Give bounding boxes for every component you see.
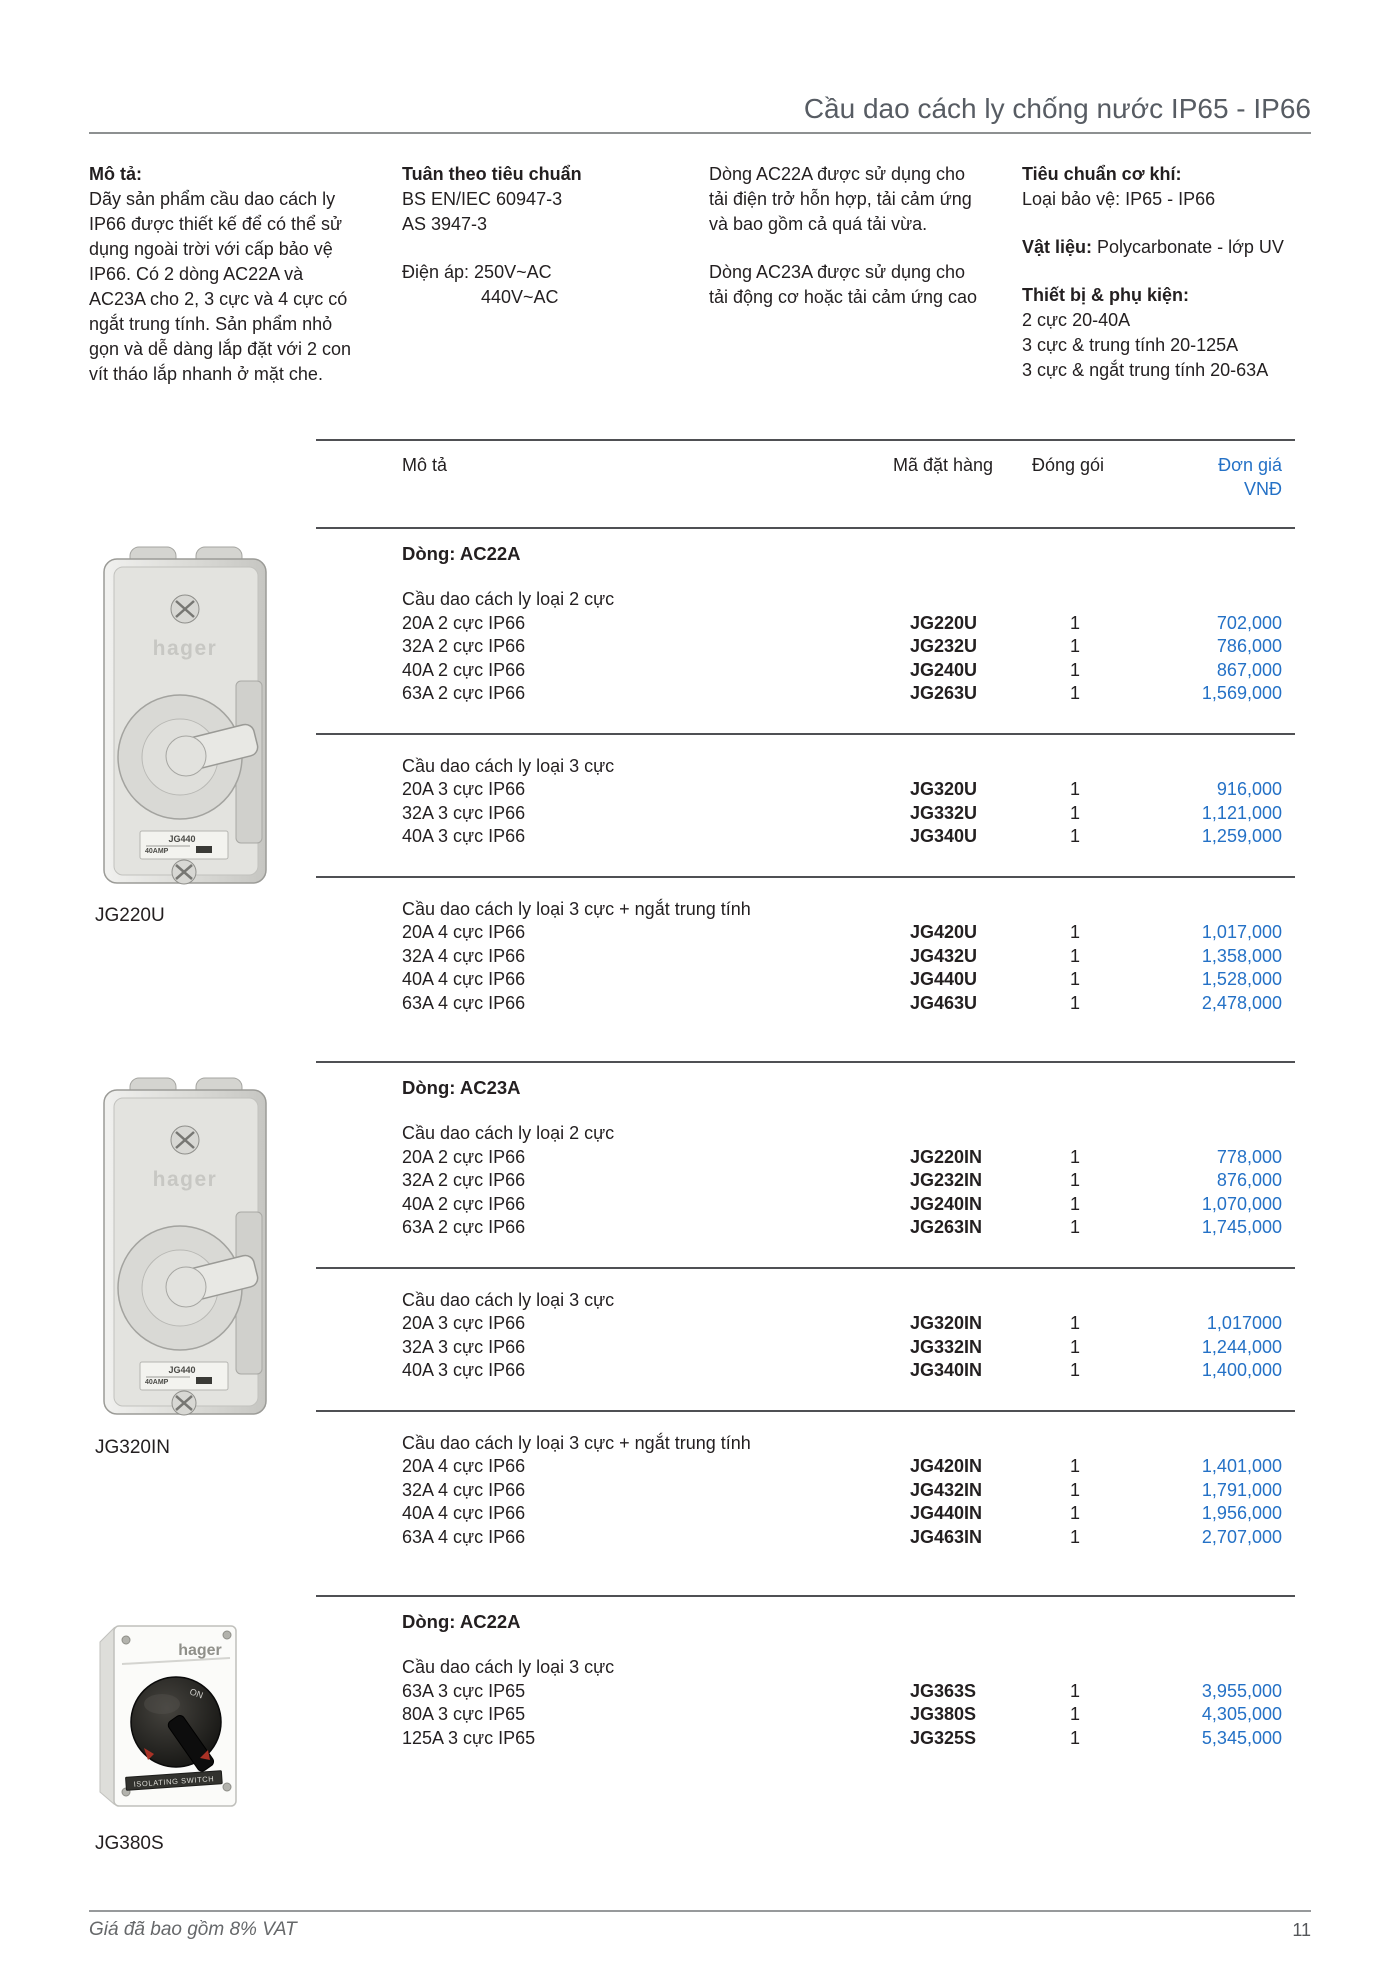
row-price: 916,000	[1216, 779, 1282, 799]
table-row	[316, 968, 1295, 992]
row-price: 876,000	[1216, 1170, 1282, 1190]
row-price: 1,400,000	[1201, 1360, 1282, 1380]
vertical-switch-illustration	[90, 545, 280, 900]
row-packing: 1	[1069, 659, 1080, 680]
row-price: 2,707,000	[1201, 1526, 1282, 1547]
table-row	[316, 1336, 1295, 1360]
row-description: 20A 4 cực IP66	[402, 1456, 526, 1476]
svg-text:40AMP: 40AMP	[145, 1379, 169, 1386]
table-row	[316, 1312, 1295, 1336]
row-order-code: JG263IN	[910, 1217, 983, 1237]
knob-on-text: ON	[188, 1686, 205, 1701]
row-order-code: JG420IN	[910, 1456, 983, 1476]
header-divider	[89, 132, 1311, 134]
table-row	[316, 682, 1295, 706]
row-description: 20A 2 cực IP66	[402, 612, 526, 633]
spacer	[1022, 260, 1322, 283]
row-order-code: JG320IN	[910, 1313, 983, 1333]
row-description: 125A 3 cực IP65	[402, 1727, 536, 1748]
accessory-line: 2 cực 20-40A	[1022, 310, 1131, 330]
row-price: 1,244,000	[1201, 1336, 1282, 1357]
row-packing: 1	[1069, 1336, 1080, 1357]
row-packing: 1	[1069, 922, 1080, 942]
table-row	[316, 778, 1295, 802]
brand-text: hager	[152, 1168, 218, 1191]
table-row	[316, 1703, 1295, 1727]
header-description: Mô tả	[402, 455, 448, 475]
brand-text: hager	[178, 1642, 222, 1659]
table-row	[316, 992, 1295, 1016]
header-price-line2: VNĐ	[1243, 479, 1282, 499]
row-packing: 1	[1069, 969, 1080, 989]
usage-paragraph: Dòng AC22A được sử dụng cho tải điện trở hỗn hợp, tải cảm ứng và bao gồm cả quá tải vừa.	[709, 164, 972, 234]
row-description: 80A 3 cực IP65	[402, 1704, 526, 1724]
price-table-section	[316, 1061, 1295, 1549]
row-price: 5,345,000	[1201, 1727, 1282, 1748]
spacer	[709, 237, 987, 260]
header-order-code: Mã đặt hàng	[893, 455, 994, 475]
table-row	[316, 1680, 1295, 1704]
row-description: 32A 3 cực IP66	[402, 1336, 526, 1357]
row-price: 1,956,000	[1201, 1503, 1282, 1523]
table-row	[316, 802, 1295, 826]
row-price: 3,955,000	[1201, 1680, 1282, 1701]
top-screw-icon	[171, 595, 199, 623]
mechanical-heading: Tiêu chuẩn cơ khí:	[1022, 164, 1182, 184]
row-description: 20A 3 cực IP66	[402, 779, 526, 799]
row-price: 2,478,000	[1201, 992, 1282, 1013]
row-packing: 1	[1069, 1456, 1080, 1476]
row-price: 786,000	[1216, 636, 1282, 656]
row-description: 40A 4 cực IP66	[402, 1503, 526, 1523]
table-row	[316, 1727, 1295, 1751]
product-label	[140, 1362, 228, 1390]
row-order-code: JG463U	[910, 992, 978, 1013]
row-order-code: JG220U	[910, 612, 978, 633]
usage-paragraph: Dòng AC23A được sử dụng cho tải động cơ hoặc tải cảm ứng cao	[709, 262, 978, 307]
group-divider	[316, 876, 1295, 878]
page-number: 11	[1292, 1920, 1311, 1940]
box-switch-illustration	[90, 1608, 250, 1820]
row-packing: 1	[1069, 1217, 1080, 1237]
group-title: Cầu dao cách ly loại 3 cực + ngắt trung tính	[402, 898, 751, 919]
svg-text:ISOLATING SWITCH: ISOLATING SWITCH	[133, 1774, 215, 1789]
vat-note: Giá đã bao gồm 8% VAT	[89, 1919, 297, 1940]
row-order-code: JG440IN	[910, 1503, 983, 1523]
row-price: 4,305,000	[1201, 1704, 1282, 1724]
section-divider	[316, 1061, 1295, 1063]
row-order-code: JG232U	[910, 636, 978, 656]
table-row	[316, 921, 1295, 945]
row-order-code: JG325S	[910, 1727, 977, 1748]
row-order-code: JG340U	[910, 826, 978, 846]
row-packing: 1	[1069, 1313, 1080, 1333]
mechanical-column	[1022, 162, 1322, 383]
series-title: Dòng: AC23A	[402, 1077, 521, 1098]
row-order-code: JG432U	[910, 945, 978, 966]
row-description: 20A 2 cực IP66	[402, 1146, 526, 1167]
row-packing: 1	[1069, 1170, 1080, 1190]
table-row	[316, 1502, 1295, 1526]
row-description: 63A 4 cực IP66	[402, 1526, 526, 1547]
product-group	[316, 588, 1295, 706]
row-order-code: JG432IN	[910, 1479, 983, 1500]
standards-heading: Tuân theo tiêu chuẩn	[402, 164, 582, 184]
row-order-code: JG320U	[910, 779, 978, 799]
spacer	[1022, 212, 1322, 235]
row-packing: 1	[1069, 1727, 1080, 1748]
row-description: 32A 2 cực IP66	[402, 1170, 526, 1190]
group-title: Cầu dao cách ly loại 3 cực + ngắt trung tính	[402, 1432, 751, 1453]
row-price: 1,569,000	[1201, 683, 1282, 703]
row-packing: 1	[1069, 1680, 1080, 1701]
row-description: 32A 2 cực IP66	[402, 636, 526, 656]
table-row	[316, 1146, 1295, 1170]
section-divider	[316, 1595, 1295, 1597]
material-label: Vật liệu:	[1022, 237, 1093, 257]
group-title: Cầu dao cách ly loại 2 cực	[402, 1123, 615, 1143]
row-order-code: JG363S	[910, 1680, 977, 1701]
accessory-line: 3 cực & trung tính 20-125A	[1022, 335, 1239, 355]
row-description: 32A 3 cực IP66	[402, 802, 526, 823]
group-divider	[316, 1410, 1295, 1412]
group-title: Cầu dao cách ly loại 2 cực	[402, 589, 615, 609]
row-order-code: JG440U	[910, 969, 978, 989]
row-order-code: JG340IN	[910, 1360, 983, 1380]
standards-column	[402, 162, 694, 310]
header-packing: Đóng gói	[1032, 455, 1105, 475]
table-row	[316, 635, 1295, 659]
price-table-section	[316, 1595, 1295, 1750]
product-group	[316, 876, 1295, 1016]
svg-text:JG440: JG440	[168, 834, 196, 844]
bottom-screw-icon	[172, 860, 196, 884]
table-row	[316, 1359, 1295, 1383]
product-group	[316, 1410, 1295, 1550]
header-price	[1120, 453, 1282, 501]
row-price: 1,017000	[1206, 1313, 1282, 1333]
product-group	[316, 1267, 1295, 1383]
row-order-code: JG332IN	[910, 1336, 983, 1357]
row-packing: 1	[1069, 1146, 1080, 1167]
row-description: 40A 3 cực IP66	[402, 826, 526, 846]
group-title: Cầu dao cách ly loại 3 cực	[402, 1657, 615, 1677]
standards-line: AS 3947-3	[402, 214, 488, 234]
accessory-line: 3 cực & ngắt trung tính 20-63A	[1022, 360, 1269, 380]
table-row	[316, 612, 1295, 636]
svg-text:JG440: JG440	[168, 1365, 196, 1375]
row-packing: 1	[1069, 612, 1080, 633]
row-packing: 1	[1069, 1503, 1080, 1523]
row-packing: 1	[1069, 992, 1080, 1013]
row-packing: 1	[1069, 1704, 1080, 1724]
row-description: 40A 3 cực IP66	[402, 1360, 526, 1380]
row-description: 63A 2 cực IP66	[402, 683, 526, 703]
row-description: 63A 4 cực IP66	[402, 992, 526, 1013]
product-caption: JG220U	[95, 905, 165, 926]
description-column	[89, 162, 357, 387]
row-packing: 1	[1069, 945, 1080, 966]
group-divider	[316, 733, 1295, 735]
table-row	[316, 825, 1295, 849]
table-row	[316, 659, 1295, 683]
product-caption: JG320IN	[95, 1437, 170, 1458]
row-description: 40A 2 cực IP66	[402, 1193, 526, 1214]
row-price: 1,017,000	[1201, 922, 1282, 942]
row-price: 1,070,000	[1201, 1193, 1282, 1214]
row-price: 1,259,000	[1201, 826, 1282, 846]
protection-line: Loại bảo vệ: IP65 - IP66	[1022, 189, 1216, 209]
row-packing: 1	[1069, 1193, 1080, 1214]
row-price: 702,000	[1216, 612, 1282, 633]
group-title: Cầu dao cách ly loại 3 cực	[402, 755, 615, 776]
product-photo-3	[90, 1608, 250, 1825]
product-group	[316, 1122, 1295, 1240]
footer-divider	[89, 1910, 1311, 1912]
description-heading: Mô tả:	[89, 164, 142, 184]
table-row	[316, 1216, 1295, 1240]
row-order-code: JG420U	[910, 922, 978, 942]
price-table	[316, 439, 1295, 1750]
row-description: 40A 4 cực IP66	[402, 969, 526, 989]
table-row	[316, 1455, 1295, 1479]
row-price: 1,401,000	[1201, 1456, 1282, 1476]
bottom-screw-icon	[172, 1391, 196, 1415]
row-packing: 1	[1069, 826, 1080, 846]
row-order-code: JG332U	[910, 802, 978, 823]
row-description: 63A 3 cực IP65	[402, 1680, 526, 1701]
row-price: 1,121,000	[1201, 802, 1282, 823]
row-price: 867,000	[1216, 659, 1282, 680]
row-order-code: JG240IN	[910, 1193, 983, 1214]
vertical-switch-illustration	[90, 1076, 280, 1431]
accessories-heading: Thiết bị & phụ kiện:	[1022, 285, 1189, 305]
row-price: 778,000	[1216, 1146, 1282, 1167]
row-order-code: JG232IN	[910, 1170, 983, 1190]
usage-column	[709, 162, 987, 310]
product-label	[140, 831, 228, 859]
price-table-section	[316, 527, 1295, 1015]
series-title: Dòng: AC22A	[402, 1611, 521, 1632]
voltage-line: Điện áp: 250V~AC	[402, 262, 552, 282]
product-photo-1	[90, 545, 280, 905]
row-packing: 1	[1069, 683, 1080, 703]
row-description: 32A 4 cực IP66	[402, 1479, 526, 1500]
product-group	[316, 733, 1295, 849]
brand-text: hager	[152, 637, 218, 660]
row-packing: 1	[1069, 1479, 1080, 1500]
header-price-line1: Đơn giá	[1218, 455, 1282, 475]
product-caption: JG380S	[95, 1833, 164, 1854]
row-description: 20A 3 cực IP66	[402, 1313, 526, 1333]
material-value: Polycarbonate - lớp UV	[1097, 237, 1284, 257]
row-description: 63A 2 cực IP66	[402, 1217, 526, 1237]
section-divider	[316, 527, 1295, 529]
standards-line: BS EN/IEC 60947-3	[402, 189, 563, 209]
table-row	[316, 1193, 1295, 1217]
table-header	[316, 441, 1295, 501]
table-row	[316, 945, 1295, 969]
row-order-code: JG240U	[910, 659, 978, 680]
description-body: Dãy sản phẩm cầu dao cách ly IP66 được thiết kế để có thể sử dụng ngoài trời với cấp bảo vệ IP66. Có 2 dòng AC22A và AC23A cho 2, 3 cực và 4 cực có ngắt trung tính. Sản phẩm nhỏ gọn và dễ dàng lắp đặt với 2 con vít tháo lắp nhanh ở mặt che.	[89, 189, 351, 384]
price-table-sections	[316, 527, 1295, 1750]
svg-text:40AMP: 40AMP	[145, 848, 169, 855]
row-description: 32A 4 cực IP66	[402, 945, 526, 966]
row-packing: 1	[1069, 1526, 1080, 1547]
material-line	[1022, 235, 1322, 260]
row-packing: 1	[1069, 779, 1080, 799]
row-price: 1,745,000	[1201, 1217, 1282, 1237]
row-description: 40A 2 cực IP66	[402, 659, 526, 680]
page-title: Cầu dao cách ly chống nước IP65 - IP66	[803, 93, 1311, 124]
voltage-line: 440V~AC	[481, 287, 559, 307]
table-row	[316, 1479, 1295, 1503]
group-title: Cầu dao cách ly loại 3 cực	[402, 1289, 615, 1310]
row-packing: 1	[1069, 1360, 1080, 1380]
row-order-code: JG263U	[910, 683, 978, 703]
product-photo-2	[90, 1076, 280, 1436]
row-price: 1,528,000	[1201, 969, 1282, 989]
top-screw-icon	[171, 1126, 199, 1154]
row-price: 1,358,000	[1201, 945, 1282, 966]
row-order-code: JG220IN	[910, 1146, 983, 1167]
box-side-face	[100, 1628, 114, 1804]
series-title: Dòng: AC22A	[402, 543, 521, 564]
row-description: 20A 4 cực IP66	[402, 922, 526, 942]
row-packing: 1	[1069, 802, 1080, 823]
table-row	[316, 1526, 1295, 1550]
spacer	[402, 237, 694, 260]
row-order-code: JG380S	[910, 1704, 977, 1724]
product-group	[316, 1656, 1295, 1750]
row-order-code: JG463IN	[910, 1526, 983, 1547]
group-divider	[316, 1267, 1295, 1269]
row-packing: 1	[1069, 636, 1080, 656]
row-price: 1,791,000	[1201, 1479, 1282, 1500]
table-row	[316, 1169, 1295, 1193]
